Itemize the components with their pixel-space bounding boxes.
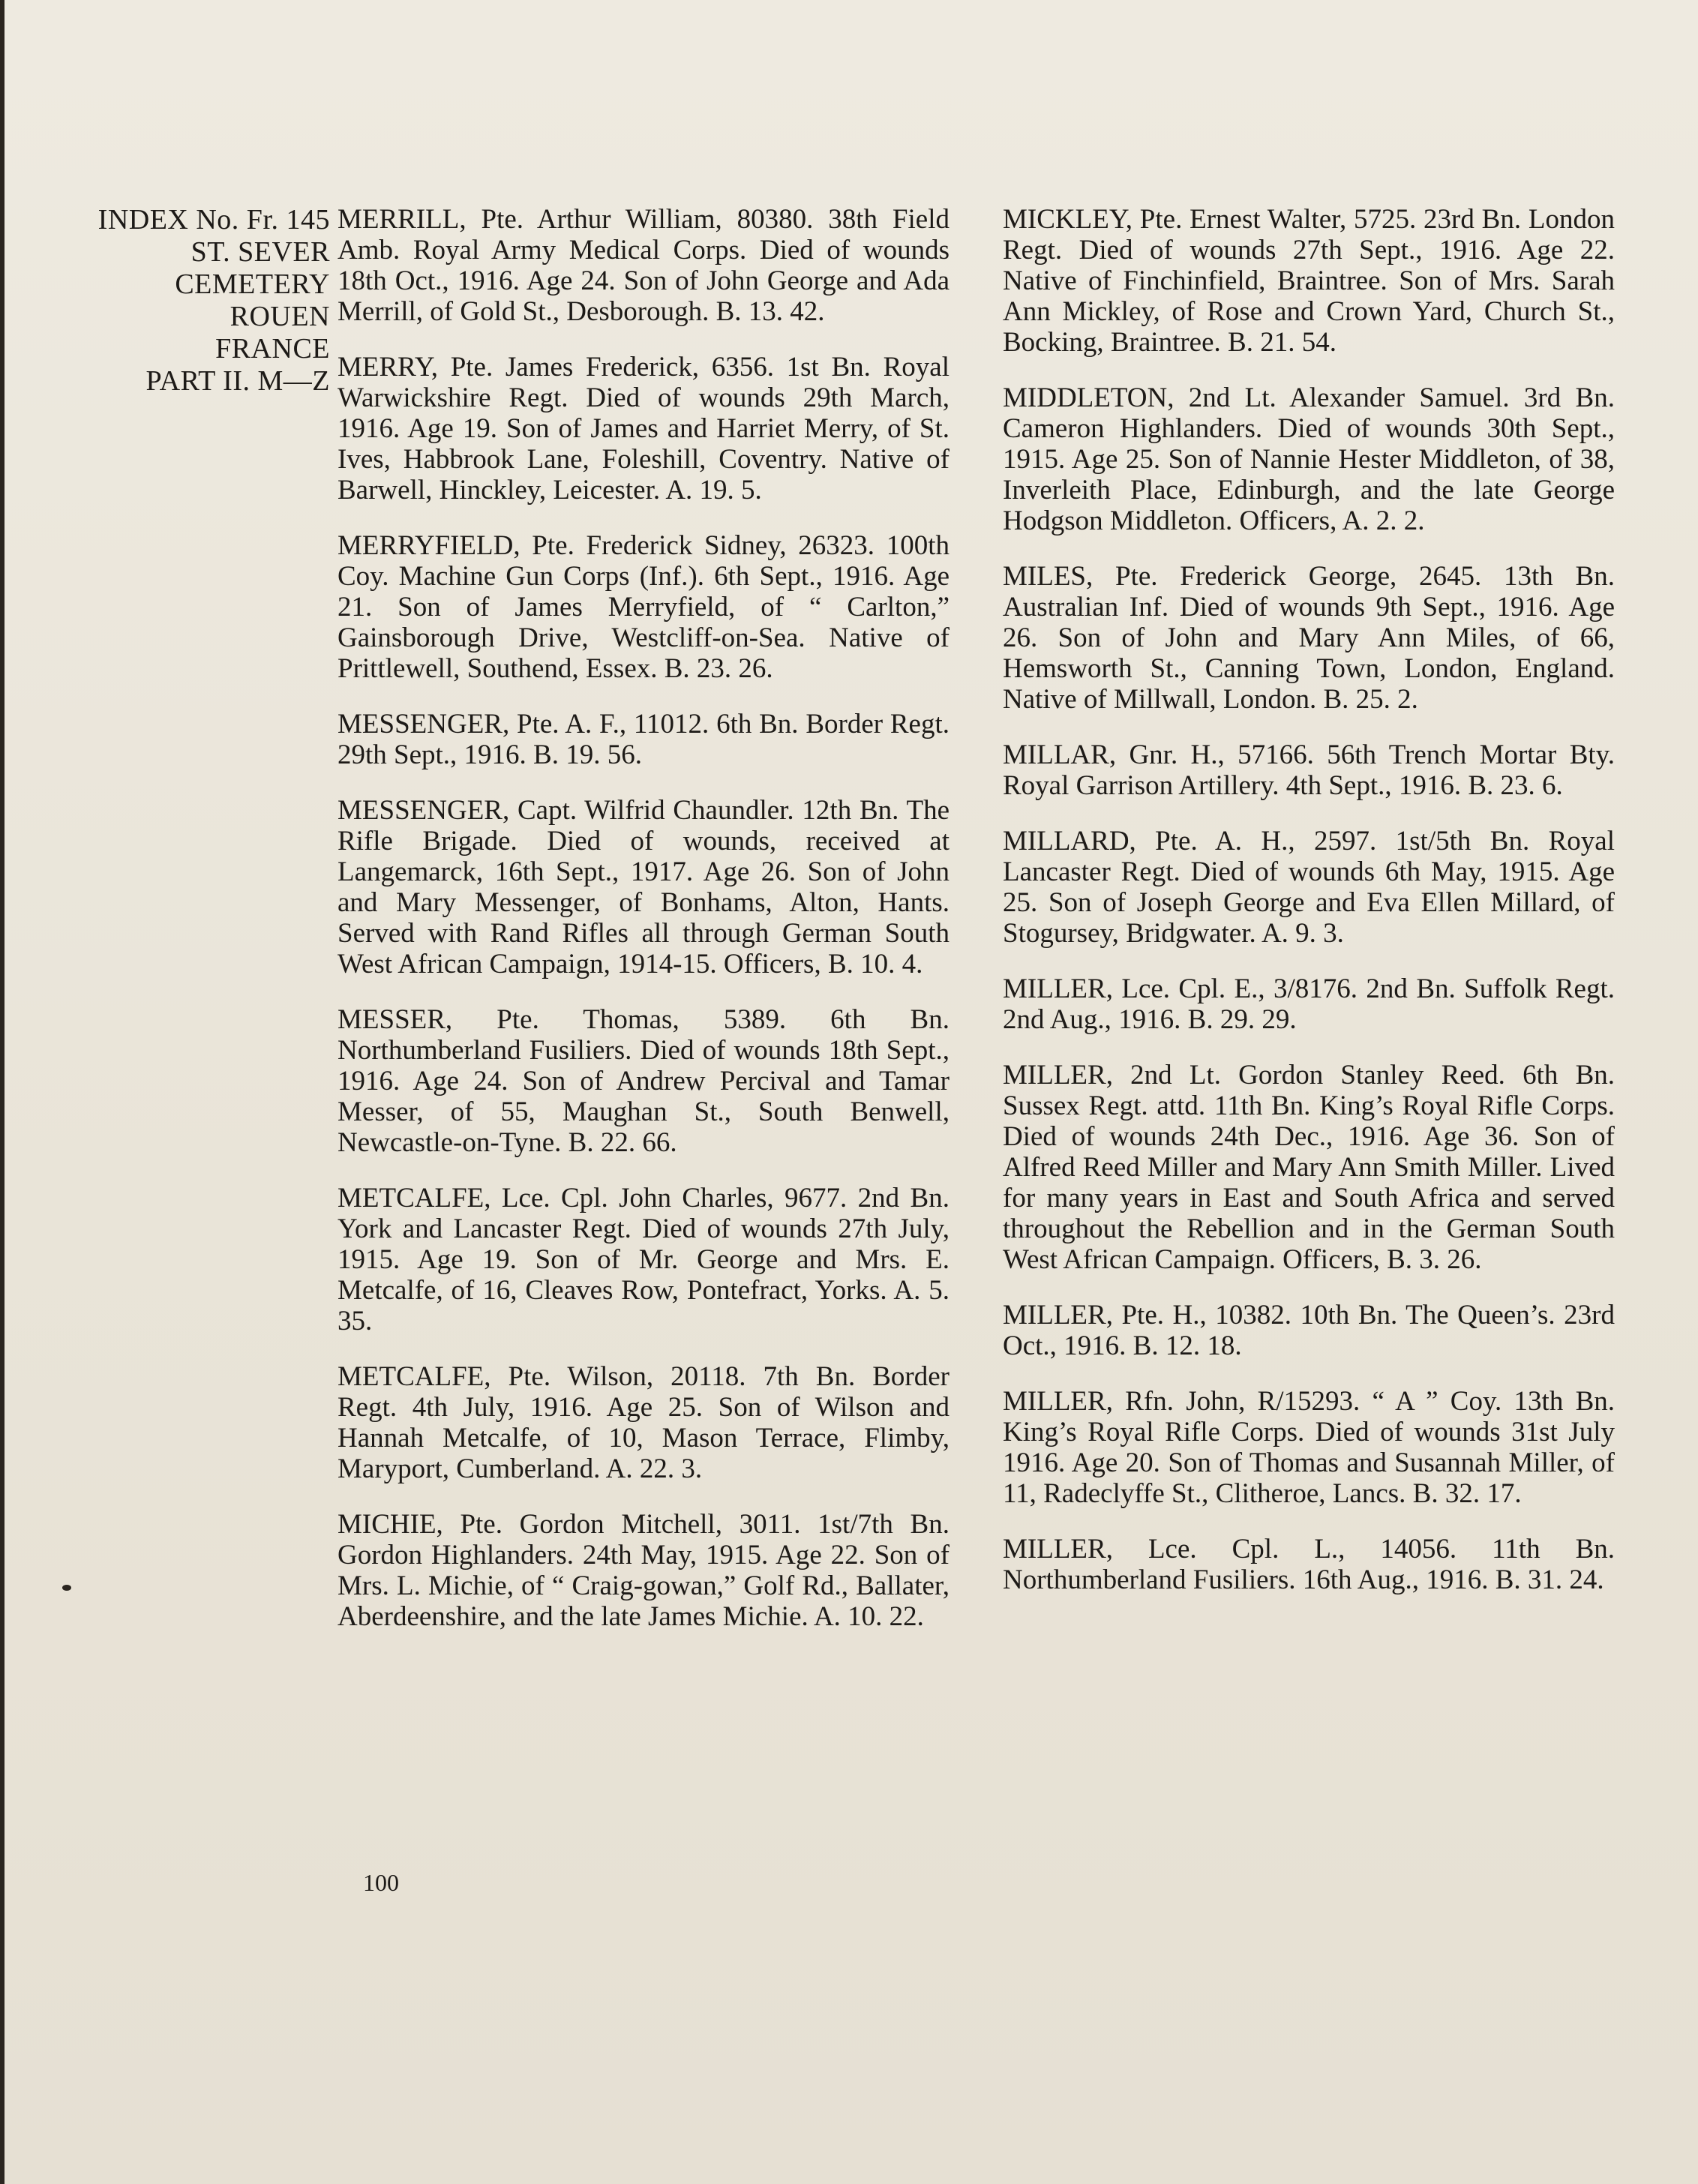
casualty-entry: MILLER, Rfn. John, R/15293. “ A ” Coy. 13th Bn. King’s Royal Rifle Corps. Died of wounds 31st July 1916. Age 20. Son of Thomas and Susannah Miller, of 11, Radeclyffe St., Clitheroe, Lancs. B. 32. 17. (1003, 1386, 1615, 1509)
sidebar-line: PART II. M—Z (146, 365, 330, 397)
casualty-entry: MILES, Pte. Frederick George, 2645. 13th Bn. Australian Inf. Died of wounds 9th Sept., 1916. Age 26. Son of John and Mary Ann Miles, of 66, Hemsworth St., Canning Town, London, England. Native of Millwall, London. B. 25. 2. (1003, 561, 1615, 715)
casualty-entry: MILLER, 2nd Lt. Gordon Stanley Reed. 6th Bn. Sussex Regt. attd. 11th Bn. King’s Royal Rifle Corps. Died of wounds 24th Dec., 1916. Age 36. Son of Alfred Reed Miller and Mary Ann Smith Miller. Lived for many years in East and South Africa and served throughout the Rebellion and in the German South West African Campaign. Officers, B. 3. 26. (1003, 1060, 1615, 1275)
sidebar-line: ST. SEVER (190, 236, 330, 268)
sidebar-line: FRANCE (215, 333, 330, 364)
casualty-entry: MILLER, Lce. Cpl. E., 3/8176. 2nd Bn. Suffolk Regt. 2nd Aug., 1916. B. 29. 29. (1003, 974, 1615, 1035)
index-sidebar (45, 204, 330, 398)
casualty-entry: MILLARD, Pte. A. H., 2597. 1st/5th Bn. Royal Lancaster Regt. Died of wounds 6th May, 1915. Age 25. Son of Joseph George and Eva Ellen Millard, of Stogursey, Bridgwater. A. 9. 3. (1003, 826, 1615, 949)
sidebar-line: ROUEN (230, 301, 330, 332)
entries-column-left (338, 204, 950, 1657)
page-number: 100 (363, 1869, 399, 1896)
sidebar-line: CEMETERY (175, 268, 330, 300)
casualty-entry: MERRILL, Pte. Arthur William, 80380. 38th Field Amb. Royal Army Medical Corps. Died of wounds 18th Oct., 1916. Age 24. Son of John George and Ada Merrill, of Gold St., Desborough. B. 13. 42. (338, 204, 950, 327)
ink-mark (62, 1585, 71, 1591)
casualty-entry: MERRYFIELD, Pte. Frederick Sidney, 26323. 100th Coy. Machine Gun Corps (Inf.). 6th Sept., 1916. Age 21. Son of James Merryfield, of “ Carlton,” Gainsborough Drive, Westcliff-on-Sea. Native of Prittlewell, Southend, Essex. B. 23. 26. (338, 530, 950, 684)
scan-edge (0, 0, 4, 2184)
casualty-entry: MILLER, Pte. H., 10382. 10th Bn. The Queen’s. 23rd Oct., 1916. B. 12. 18. (1003, 1300, 1615, 1361)
casualty-entry: MICKLEY, Pte. Ernest Walter, 5725. 23rd Bn. London Regt. Died of wounds 27th Sept., 1916. Age 22. Native of Finchinfield, Braintree. Son of Mrs. Sarah Ann Mickley, of Rose and Crown Yard, Church St., Bocking, Braintree. B. 21. 54. (1003, 204, 1615, 358)
casualty-entry: MICHIE, Pte. Gordon Mitchell, 3011. 1st/7th Bn. Gordon Highlanders. 24th May, 1915. Age 22. Son of Mrs. L. Michie, of “ Craig-gowan,” Golf Rd., Ballater, Aberdeenshire, and the late James Michie. A. 10. 22. (338, 1509, 950, 1632)
entries-column-right (1003, 204, 1615, 1620)
casualty-entry: MESSENGER, Capt. Wilfrid Chaundler. 12th Bn. The Rifle Brigade. Died of wounds, received at Langemarck, 16th Sept., 1917. Age 26. Son of John and Mary Messenger, of Bonhams, Alton, Hants. Served with Rand Rifles all through German South West African Campaign, 1914-15. Officers, B. 10. 4. (338, 795, 950, 980)
casualty-entry: MESSENGER, Pte. A. F., 11012. 6th Bn. Border Regt. 29th Sept., 1916. B. 19. 56. (338, 709, 950, 770)
casualty-entry: MILLAR, Gnr. H., 57166. 56th Trench Mortar Bty. Royal Garrison Artillery. 4th Sept., 1916. B. 23. 6. (1003, 740, 1615, 801)
casualty-entry: METCALFE, Pte. Wilson, 20118. 7th Bn. Border Regt. 4th July, 1916. Age 25. Son of Wilson and Hannah Metcalfe, of 10, Mason Terrace, Flimby, Maryport, Cumberland. A. 22. 3. (338, 1361, 950, 1484)
casualty-entry: MILLER, Lce. Cpl. L., 14056. 11th Bn. Northumberland Fusiliers. 16th Aug., 1916. B. 31. 24. (1003, 1534, 1615, 1595)
sidebar-line: INDEX No. Fr. 145 (98, 204, 330, 236)
casualty-entry: MIDDLETON, 2nd Lt. Alexander Samuel. 3rd Bn. Cameron Highlanders. Died of wounds 30th Sept., 1915. Age 25. Son of Nannie Hester Middleton, of 38, Inverleith Place, Edinburgh, and the late George Hodgson Middleton. Officers, A. 2. 2. (1003, 382, 1615, 536)
casualty-entry: MERRY, Pte. James Frederick, 6356. 1st Bn. Royal Warwickshire Regt. Died of wounds 29th March, 1916. Age 19. Son of James and Harriet Merry, of St. Ives, Habbrook Lane, Foleshill, Coventry. Native of Barwell, Hinckley, Leicester. A. 19. 5. (338, 352, 950, 506)
casualty-entry: MESSER, Pte. Thomas, 5389. 6th Bn. Northumberland Fusiliers. Died of wounds 18th Sept., 1916. Age 24. Son of Andrew Percival and Tamar Messer, of 55, Maughan St., South Benwell, Newcastle-on-Tyne. B. 22. 66. (338, 1004, 950, 1158)
casualty-entry: METCALFE, Lce. Cpl. John Charles, 9677. 2nd Bn. York and Lancaster Regt. Died of wounds 27th July, 1915. Age 19. Son of Mr. George and Mrs. E. Metcalfe, of 16, Cleaves Row, Pontefract, Yorks. A. 5. 35. (338, 1183, 950, 1336)
